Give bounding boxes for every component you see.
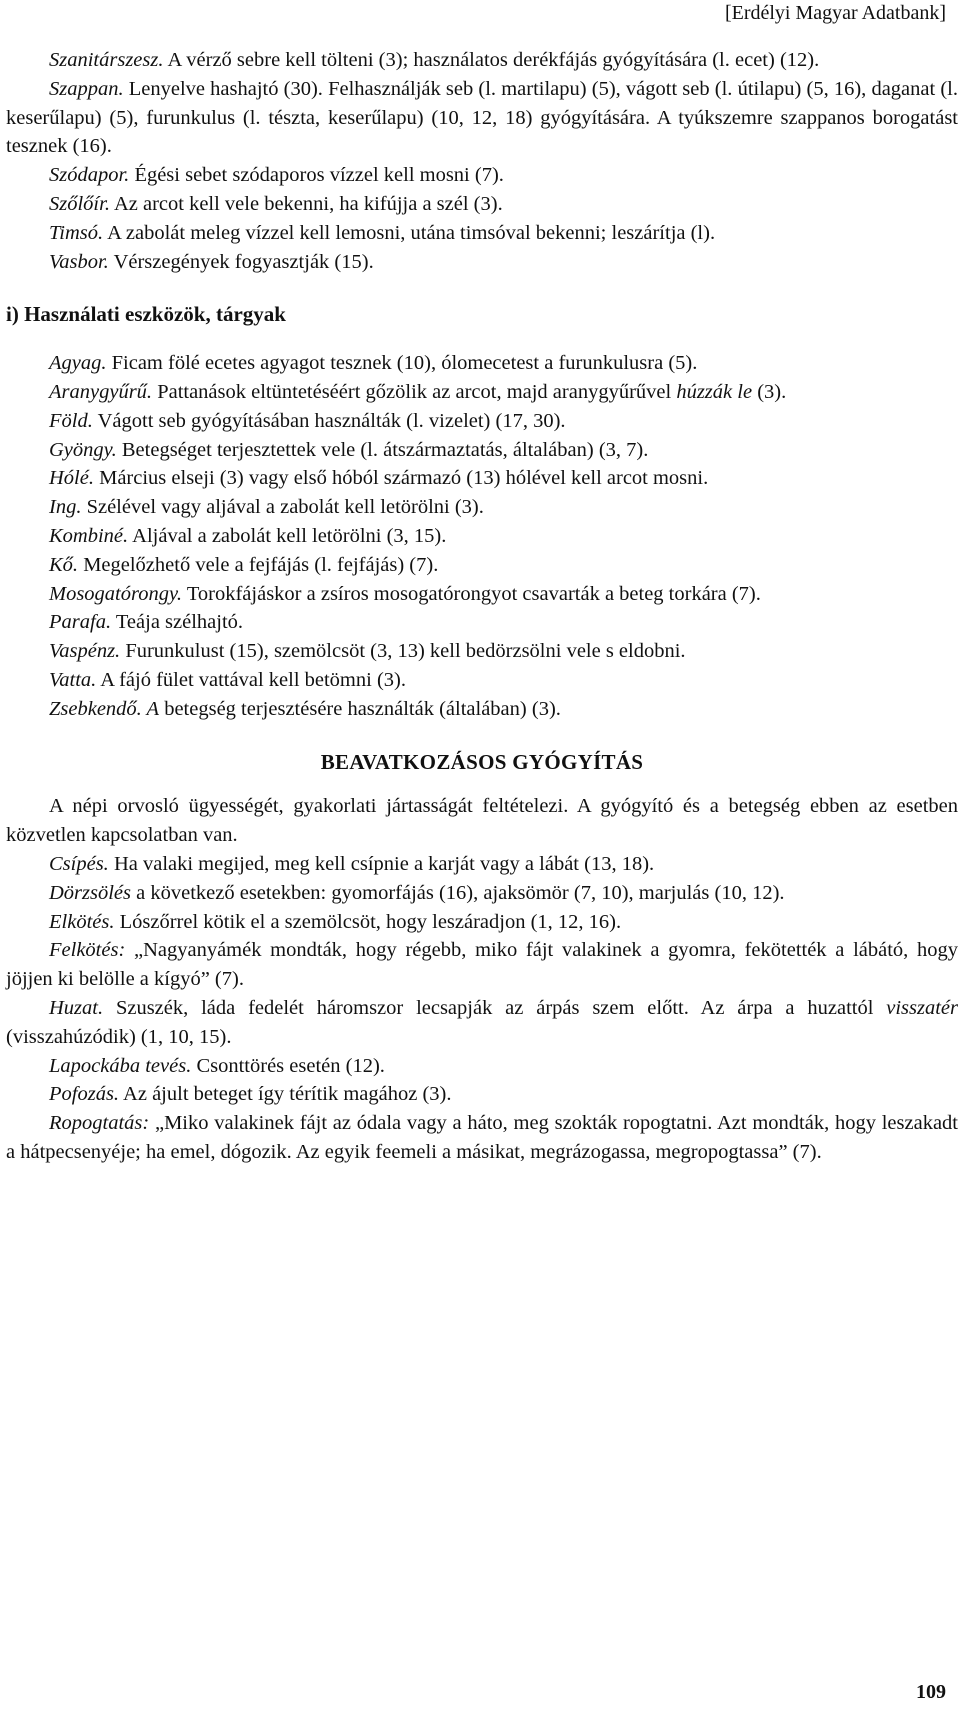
entry-text: Lószőrrel kötik el a szemölcsöt, hogy leszáradjon (1, 12, 16). [114, 910, 622, 933]
entry-text: Égési sebet szódaporos vízzel kell mosni (7). [129, 164, 504, 187]
entry-term: Szappan. [49, 77, 124, 100]
entry-text: Az ájult beteget így térítik magához (3). [119, 1083, 452, 1106]
entry-term: Gyöngy. [49, 438, 117, 461]
entry-italic-text: visszatér [886, 996, 958, 1019]
section-heading-i: i) Használati eszközök, tárgyak [6, 302, 286, 327]
entry [6, 666, 958, 695]
entry-text: Furunkulust (15), szemölcsöt (3, 13) kell bedörzsölni vele s eldobni. [120, 640, 686, 663]
entry [6, 190, 958, 219]
entry-text: A vérző sebre kell tölteni (3); használatos derékfájás gyógyítására (l. ecet) (12). [163, 49, 820, 71]
entry [6, 464, 958, 493]
entry-term: Csípés. [49, 852, 109, 875]
entry-text: „Miko valakinek fájt az ódala vagy a háto, meg szokták ropogtatni. Azt mondták, hogy leszakadt a hátpecsenyéje; ha emel, dógozik. Az egyik feemeli a másikat, megrázogassa, megropogtassa” (7). [6, 1112, 958, 1163]
entry [6, 908, 958, 937]
entry [6, 580, 958, 609]
entry-term: Huzat. [49, 996, 104, 1019]
entry-text: Teája szélhajtó. [111, 611, 244, 634]
entries-chapter [6, 850, 958, 1167]
entry-text: betegség terjesztésére használták (általában) (3). [159, 697, 561, 720]
entry-text: „Nagyanyámék mondták, hogy régebb, miko fájt valakinek a gyomra, fekötették a lábátó, hogy jöjjen ki belölle a kígyó” (7). [6, 939, 958, 991]
entry-term: Ropogtatás: [49, 1112, 150, 1135]
entry-term: Elkötés. [49, 910, 115, 933]
entry [6, 695, 958, 724]
entry [6, 850, 958, 879]
entry [6, 378, 958, 407]
entry-term: Dörzsölés [49, 881, 132, 904]
entry-text: Megelőzhető vele a fejfájás (l. fejfájás) (7). [78, 553, 439, 576]
entry-term: Hólé. [49, 467, 94, 490]
entry-text: Március elseji (3) vagy első hóból származó (13) hólével kell arcot mosni. [93, 467, 709, 490]
entry-text: Az arcot kell vele bekenni, ha kifújja a szél (3). [109, 192, 503, 215]
entry-term: Felkötés: [49, 939, 126, 962]
entry-text: Ficam fölé ecetes agyagot tesznek (10), ólomecetest a furunkulusra (5). [106, 352, 698, 375]
entry-term: Lapockába tevés. [49, 1054, 192, 1077]
entry [6, 1109, 958, 1167]
entry-term: Szőlőír. [49, 192, 110, 215]
entry [6, 349, 958, 378]
entry [6, 46, 958, 75]
entry-text: Szuszék, láda fedelét háromszor lecsapják az árpás szem előtt. Az árpa a huzattól [103, 996, 887, 1019]
entry-term: Zsebkendő. A [49, 697, 160, 720]
chapter-heading: BEAVATKOZÁSOS GYÓGYÍTÁS [320, 749, 644, 774]
entry-text: Vágott seb gyógyításában használták (l. vizelet) (17, 30). [92, 409, 566, 432]
entry-term: Vasbor. [49, 250, 109, 273]
entry-term: Kő. [49, 553, 79, 576]
chapter-intro: A népi orvosló ügyességét, gyakorlati jártasságát feltételezi. A gyógyító és a betegség ebben az esetben közvetlen kapcsolatban van. [6, 795, 958, 847]
entry-term: Kombiné. [49, 524, 129, 547]
entry-text: a következő esetekben: gyomorfájás (16), ajaksömör (7, 10), marjulás (10, 12). [131, 881, 785, 904]
page-number: 109 [916, 1681, 946, 1703]
entry [6, 407, 958, 436]
entry [6, 436, 958, 465]
entry [6, 493, 958, 522]
entry [6, 551, 958, 580]
entry [6, 879, 958, 908]
entry-text: Lenyelve hashajtó (30). Felhasználják seb (l. martilapu) (5), vágott seb (l. útilapu) (5, 16), daganat (l. keserűlapu) (5), furunkulus (l. tészta, keserűlapu) (10, 12, 18) gyógyítására. A tyúkszemre szappanos borogatást tesznek (16). [6, 77, 958, 158]
entry-text: Ha valaki megijed, meg kell csípnie a karját vagy a lábát (13, 18). [108, 852, 655, 875]
entry [6, 637, 958, 666]
entry-italic-text: húzzák le [676, 380, 753, 403]
entry [6, 1052, 958, 1081]
entry [6, 936, 958, 994]
entry-text: Pattanások eltüntetéséért gőzölik az arcot, majd aranygyűrűvel [152, 380, 677, 403]
entry [6, 75, 958, 161]
entry-term: Ing. [49, 496, 82, 519]
entry-text: Csonttörés esetén (12). [191, 1054, 385, 1077]
entry-term: Szódapor. [49, 164, 130, 187]
entry-text: Szélével vagy aljával a zabolát kell letörölni (3). [81, 496, 484, 519]
entry-text: A zabolát meleg vízzel kell lemosni, utána timsóval bekenni; leszárítja (l). [103, 221, 716, 244]
page-body [6, 46, 958, 1167]
entry-term: Mosogatórongy. [49, 582, 183, 605]
entry-text: A fájó fület vattával kell betömni (3). [96, 668, 406, 691]
entry [6, 994, 958, 1052]
entry-term: Vaspénz. [49, 640, 121, 663]
entry [6, 1080, 958, 1109]
entry-text: Betegséget terjesztettek vele (l. átszármaztatás, általában) (3, 7). [116, 438, 649, 461]
entry [6, 522, 958, 551]
entry-term: Vatta. [49, 668, 97, 691]
entry-text: Torokfájáskor a zsíros mosogatórongyot csavarták a beteg torkára (7). [182, 582, 761, 605]
entry-term: Pofozás. [49, 1083, 120, 1106]
source-header: [Erdélyi Magyar Adatbank] [724, 2, 946, 24]
entries-section-top [6, 46, 958, 276]
entry [6, 161, 958, 190]
entry-text-tail: (visszahúzódik) (1, 10, 15). [6, 1025, 232, 1048]
entry-term: Föld. [49, 409, 93, 432]
entry-text: Vérszegények fogyasztják (15). [108, 250, 374, 273]
entry-term: Parafa. [49, 611, 112, 634]
entry-term: Timsó. [49, 221, 104, 244]
entry-term: Agyag. [49, 352, 107, 375]
entry-text-tail: (3). [752, 380, 787, 403]
entry [6, 608, 958, 637]
entry [6, 219, 958, 248]
entry-term: Szanitárszesz. [49, 49, 164, 71]
entry-term: Aranygyűrű. [49, 380, 153, 403]
entries-section-i [6, 349, 958, 723]
entry [6, 248, 958, 277]
entry-text: Aljával a zabolát kell letörölni (3, 15). [128, 524, 447, 547]
